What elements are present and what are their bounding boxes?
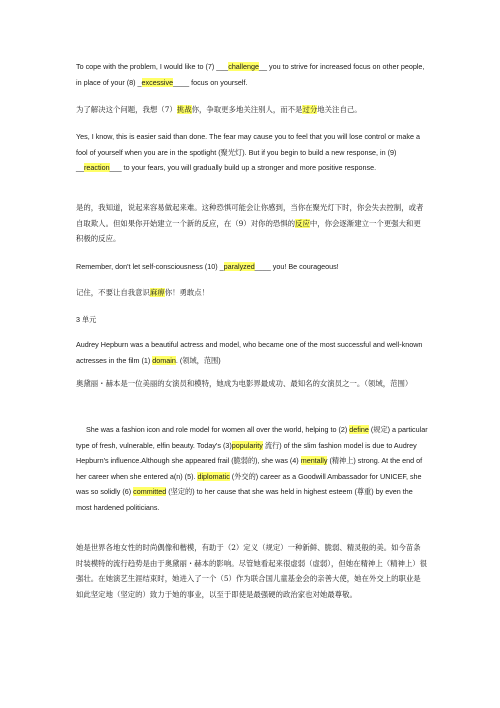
- highlight-answer-3: popularity: [231, 440, 263, 450]
- text-span: (精神上) strong. At the end of her career when she entered a(n) (5).: [76, 456, 423, 481]
- text-span: (坚定的) to her cause that she was held in highest esteem (尊重) by even the most hardened politicians.: [76, 487, 413, 512]
- text-span: Remember, don't let self-consciousness (10) _: [76, 262, 224, 271]
- text-span: Yes, I know, this is easier said than done. The fear may cause you to feel that you will lose control or make a fool of yourself when you are in the spotlight (聚光灯). But if you begin to build a new response, in (9) __: [76, 132, 420, 172]
- highlight-answer-5: diplomatic: [197, 471, 230, 481]
- highlight-answer-7-cn: 挑战: [176, 105, 192, 114]
- highlight-answer-4: mentally: [300, 456, 328, 465]
- text-span: 你，争取更多地关注别人，而不是: [191, 105, 303, 114]
- text-span: 地关注自己。: [317, 105, 362, 114]
- text-span: Audrey Hepburn was a beautiful actress and model, who became one of the most successful and well-known actresses in the film (1): [76, 340, 423, 365]
- paragraph-chinese-4: 奥黛丽・赫本是一位美丽的女演员和模特，她成为电影界最成功、最知名的女演员之一。（领域，范围）: [76, 379, 413, 388]
- text-span: To cope with the problem, I would like to (7) ___: [76, 62, 229, 71]
- text-span: ____ you! Be courageous!: [254, 262, 339, 271]
- text-span: ___ to your fears, you will gradually build up a stronger and more positive response.: [109, 163, 377, 172]
- highlight-answer-7: challenge: [228, 62, 259, 71]
- text-span: 中，你会逐渐建立一个更强大和更积极的反应。: [76, 218, 421, 243]
- highlight-answer-2: define: [349, 425, 369, 434]
- highlight-answer-9: reaction: [84, 163, 110, 172]
- highlight-answer-10-cn: 麻痹: [149, 288, 165, 297]
- text-span: 为了解决这个问题，我想（7）: [76, 105, 177, 114]
- highlight-answer-1: domain: [152, 355, 176, 365]
- paragraph-english-5: [76, 422, 428, 515]
- text-span: 流行) of the slim fashion model is due to Audrey Hepburn's influence.Although she appeared frail (脆弱的), she was (4): [76, 440, 417, 465]
- highlight-answer-9-cn: 反应: [295, 218, 310, 228]
- paragraph-chinese-1: [76, 102, 428, 118]
- highlight-answer-6: committed: [133, 487, 167, 496]
- paragraph-chinese-3: [76, 285, 428, 301]
- paragraph-chinese-5: 她是世界各地女性的时尚偶像和楷模，有助于（2）定义（规定）一种新鲜、脆弱、精灵般的美。如今苗条时装模特的流行趋势是由于奥黛丽・赫本的影响。尽管她看起来很虚弱（虚弱），但她在精神上（精神上）很强壮。在她演艺生涯结束时，她进入了一个（5）作为联合国儿童基金会的亲善大使，她在外交上的职业是如此坚定地（坚定的）致力于她的事业，以至于即使是最强硬的政治家也对她最尊敬。: [76, 543, 428, 599]
- text-span: 你！勇敢点！: [164, 288, 210, 297]
- paragraph-english-3: [76, 259, 428, 275]
- paragraph-chinese-2: [76, 200, 428, 247]
- highlight-answer-8-cn: 过分: [302, 105, 318, 114]
- highlight-answer-10: paralyzed: [223, 262, 255, 271]
- paragraph-english-1: [76, 59, 428, 90]
- paragraph-english-4: [76, 337, 428, 368]
- text-span: . (领域，范围): [175, 355, 221, 365]
- paragraph-english-2: [76, 129, 428, 176]
- highlight-answer-8: excessive: [141, 77, 174, 87]
- text-span: 是的，我知道，说起来容易做起来难。这种恐惧可能会让你感到，当你在聚光灯下时，你会失去控制，或者自取欺人。但如果你开始建立一个新的反应，在（9）对你的恐惧的: [76, 203, 424, 228]
- text-span: ____ focus on yourself.: [173, 77, 248, 87]
- text-span: (规定) a particular type of fresh, vulnerable, elfin beauty. Today's (3): [76, 425, 428, 450]
- unit-heading: 3 单元: [76, 315, 97, 324]
- text-span: __ you to strive for increased focus on other people, in place of your (8) _: [76, 62, 425, 87]
- text-span: (外交的) career as a Goodwill Ambassador for UNICEF, she was so solidly (6): [76, 471, 422, 496]
- text-span: She was a fashion icon and role model for women all over the world, helping to (2): [86, 425, 350, 434]
- text-span: 记住，不要让自我意识: [76, 288, 150, 297]
